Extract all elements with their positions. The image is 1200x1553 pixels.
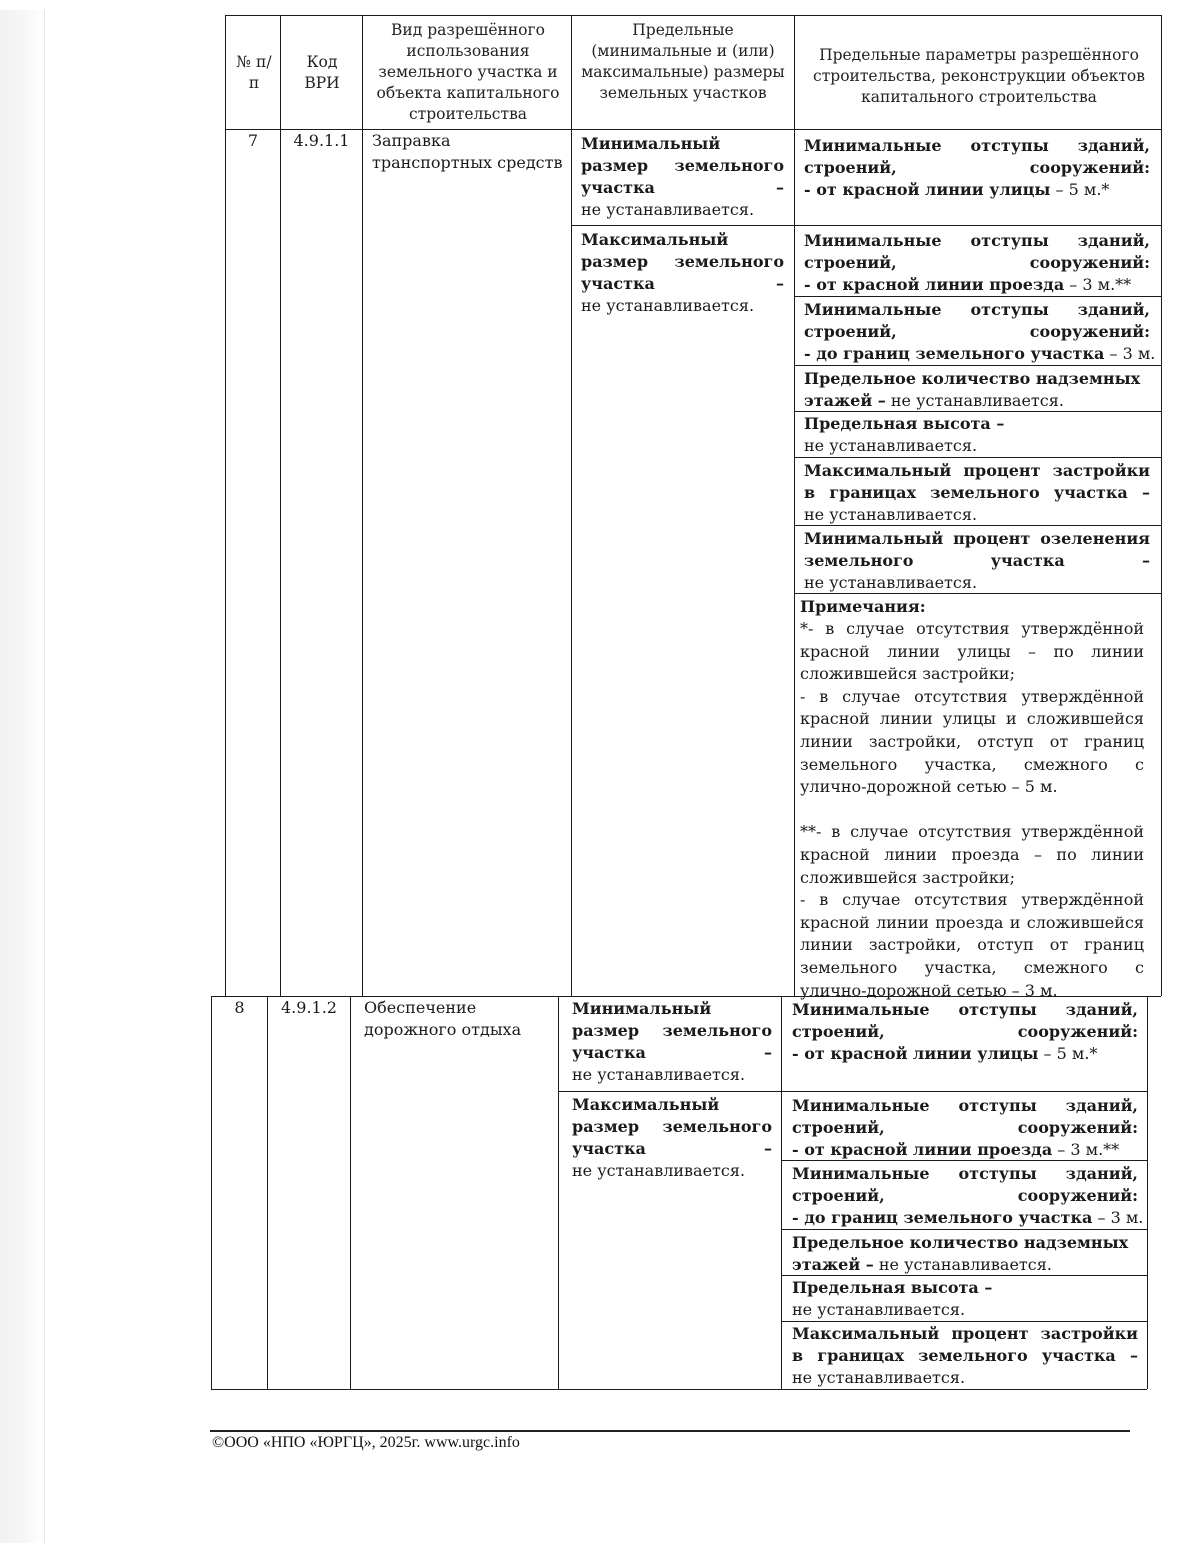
header-num: № п/п (236, 53, 272, 92)
row-code: 4.9.1.1 (293, 131, 350, 150)
max-plot-size-cell (581, 229, 784, 317)
row-use-name: Обеспечение дорожного отдыха (364, 998, 522, 1039)
row-num: 8 (234, 998, 245, 1017)
param-build-percent: Максимальный процент застройки в границах земельного участка – не устанавливается. (792, 1324, 1138, 1387)
param-setback-driveway: Минимальные отступы зданий, строений, сооружений: - от красной линии проезда – 3 м.** (792, 1096, 1138, 1159)
table-left-border (225, 129, 226, 996)
subcell-divider (781, 1229, 1147, 1230)
max-plot-size-cell: Максимальный размер земельного участка – не устанавливается. (572, 1095, 772, 1180)
min-plot-size-title: Минимальный размер земельного участка – (581, 134, 784, 197)
subcell-divider (794, 457, 1161, 458)
param-setback-street: Минимальные отступы зданий, строений, сооружений: - от красной линии улицы – 5 м.* (792, 1000, 1138, 1063)
header-bottom-border (225, 129, 1161, 130)
notes-cell (800, 596, 1144, 1002)
param-floors: Предельное количество надземных этажей – не устанавливается. (804, 369, 1141, 410)
col-divider (362, 15, 363, 996)
col-divider (280, 15, 281, 996)
subcell-divider (571, 225, 1161, 226)
col-divider (558, 996, 559, 1389)
table-right-border (1161, 15, 1162, 996)
table-bottom-border (211, 1389, 1147, 1390)
param-setback-boundary: Минимальные отступы зданий, строений, сооружений: - до границ земельного участка – 3 м. (792, 1164, 1144, 1227)
col-divider (794, 15, 795, 996)
header-code: Код ВРИ (304, 53, 340, 92)
min-plot-size-cell (581, 133, 784, 221)
table-left-border (211, 996, 212, 1389)
param-green-percent: Минимальный процент озеленения земельного участка – не устанавливается. (804, 529, 1150, 592)
col-divider (571, 15, 572, 996)
param-build-percent: Максимальный процент застройки в границах земельного участка – не устанавливается. (804, 461, 1150, 524)
subcell-divider (558, 1091, 1147, 1092)
param-height: Предельная высота – не устанавливается. (804, 414, 1005, 455)
scan-edge (0, 10, 45, 1543)
param-setback-boundary: Минимальные отступы зданий, строений, сооружений: - до границ земельного участка – 3 м. (804, 300, 1156, 363)
param-floors: Предельное количество надземных этажей – не устанавливается. (792, 1233, 1129, 1274)
param-height: Предельная высота – не устанавливается. (792, 1278, 993, 1319)
col-divider (350, 996, 351, 1389)
table-top-border (225, 15, 1161, 16)
row-use-name: Заправка транспортных средств (372, 131, 563, 172)
header-use-kind: Вид разрешённого использования земельного участка и объекта капитального строительства (376, 21, 560, 123)
footer-rule (210, 1430, 1130, 1432)
max-plot-size-value: не устанавливается. (581, 296, 755, 315)
row-code: 4.9.1.2 (281, 998, 337, 1017)
param-setback-street: Минимальные отступы зданий, строений, сооружений: - от красной линии улицы – 5 м.* (804, 136, 1150, 199)
table-left-border (225, 15, 226, 129)
header-building-params: Предельные параметры разрешённого строительства, реконструкции объектов капитального строительства (813, 46, 1145, 106)
row-num: 7 (247, 131, 259, 150)
subcell-divider (794, 296, 1161, 297)
param-setback-driveway: Минимальные отступы зданий, строений, сооружений: - от красной линии проезда – 3 м.** (804, 231, 1150, 294)
subcell-divider (794, 365, 1161, 366)
min-plot-size-cell: Минимальный размер земельного участка – не устанавливается. (572, 999, 772, 1084)
subcell-divider (781, 1321, 1147, 1322)
table-right-border (1147, 996, 1148, 1389)
min-plot-size-value: не устанавливается. (581, 200, 755, 219)
header-plot-sizes: Предельные (минимальные и (или) максимальные) размеры земельных участков (581, 21, 785, 102)
notes-title: Примечания: (800, 597, 926, 616)
max-plot-size-title: Максимальный размер земельного участка – (581, 230, 784, 293)
col-divider (781, 996, 782, 1389)
col-divider (267, 996, 268, 1389)
notes-text: *- в случае отсутствия утверждённой красной линии улицы – по линии сложившейся застройки; - в случае отсутствия утверждённой красной линии улицы и сложившейся линии застройки, отступ от границ земельного участка, смежного с улично-дорожной сетью – 5 м. **- в случае отсутствия утверждённой красной линии проезда – по линии сложившейся застройки; - в случае отсутствия утверждённой красной линии проезда и сложившейся линии застройки, отступ от границ земельного участка, смежного с улично-дорожной сетью – 3 м. (800, 619, 1144, 1000)
page-footer: ©ООО «НПО «ЮРГЦ», 2025г. www.urgc.info (212, 1434, 520, 1451)
